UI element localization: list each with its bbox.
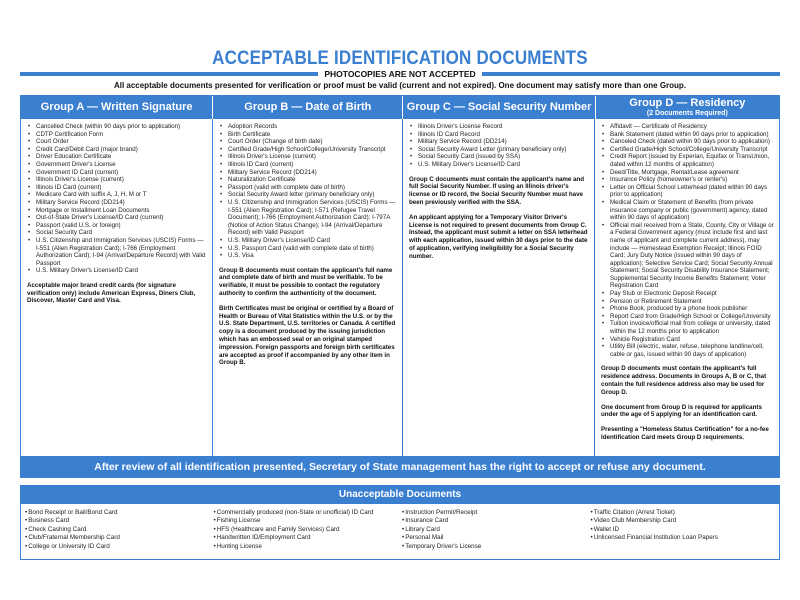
list-item: • Medical Claim or Statement of Benefits (from private insurance company or public (government) agency, dated within 90 days of application) — [610, 199, 774, 222]
list-item: • Handwritten ID/Employment Card — [214, 534, 403, 542]
group-d-note: Group D documents must contain the applicant's full residence address. Documents in Groups A, B or C, that contain the full residence address also may be used for Group D. — [601, 365, 767, 396]
unacceptable-heading: Unacceptable Documents — [21, 486, 779, 504]
unacceptable-column — [402, 509, 591, 551]
list-item: • U.S. Citizenship and Immigration Services (USCIS) Forms — I-551 (Alien Registration Card); I-571 (Refugee Travel Document); I-766 (Employment Authorization Card); I-797A (Notice of Action Status Change); I-94 (Arrival/Departure Record) with Valid Passport — [228, 199, 397, 237]
list-item: • Birth Certificate — [228, 131, 397, 139]
list-item: • Unlicensed Financial Institution Loan Papers — [591, 534, 780, 542]
group-b-heading — [213, 96, 403, 119]
list-item: • Illinois Driver's License (current) — [228, 153, 397, 161]
group-a-heading — [21, 96, 213, 119]
subtitle: PHOTOCOPIES ARE NOT ACCEPTED — [324, 69, 476, 79]
list-item: • Utility Bill (electric, water, refuse, telephone landline/cell, cable or gas, issued within 90 days of application) — [610, 343, 774, 358]
list-item: • Government Driver's License — [36, 161, 207, 169]
management-notice: After review of all identification presented, Secretary of State management has the right to accept or refuse any document. — [20, 457, 780, 478]
unacceptable-columns — [21, 504, 779, 551]
list-item: • Illinois Driver's License Record — [418, 123, 589, 131]
list-item: • Letter on Official School Letterhead (dated within 90 days prior to application) — [610, 184, 774, 199]
unacceptable-documents — [20, 485, 780, 560]
list-item: • HFS (Healthcare and Family Services) Card — [214, 526, 403, 534]
subtitle-row — [20, 69, 780, 79]
list-item: • Illinois Driver's License (current) — [36, 176, 207, 184]
list-item: • Tuition invoice/official mail from college or university, dated within the 12 months prior to application — [610, 320, 774, 335]
list-item: • U.S. Passport Card (valid with complete date of birth) — [228, 245, 397, 253]
group-a-title: Group A — Written Signature — [40, 101, 193, 113]
list-item: • College or University ID Card — [25, 543, 214, 551]
list-item: • Insurance Card — [402, 517, 591, 525]
list-item: • Hunting License — [214, 543, 403, 551]
list-item: • Video Club Membership Card — [591, 517, 780, 525]
list-item: • Adoption Records — [228, 123, 397, 131]
list-item: • Out-of-State Driver's License/ID Card (current) — [36, 214, 207, 222]
validity-note: All acceptable documents presented for verification or proof must be valid (current and not expired). One document may satisfy more than one Group. — [113, 81, 687, 90]
list-item: • U.S. Military Driver's License/ID Card — [418, 161, 589, 169]
acceptable-documents-table — [20, 95, 780, 457]
list-item: • Bond Receipt or Bail/Bond Card — [25, 509, 214, 517]
list-item: • Government ID Card (current) — [36, 169, 207, 177]
list-item: • Commercially produced (non-State or unofficial) ID Card — [214, 509, 403, 517]
group-b-list — [219, 123, 397, 260]
list-item: • Wallet ID — [591, 526, 780, 534]
list-item: • Check Cashing Card — [25, 526, 214, 534]
page-title: ACCEPTABLE IDENTIFICATION DOCUMENTS — [212, 46, 588, 69]
list-item: • Court Order — [36, 138, 207, 146]
group-a-note: Acceptable major brand credit cards (for signature verification only) include American Express, Diners Club, Discover, Master Card and Visa. — [27, 281, 196, 305]
list-item: • Military Service Record (DD214) — [228, 169, 397, 177]
divider — [482, 72, 780, 76]
group-c-list — [409, 123, 589, 169]
list-item: • Certified Grade/High School/College/University Transcript — [610, 146, 774, 154]
list-item: • Library Card — [402, 526, 591, 534]
group-a-column — [21, 119, 213, 456]
list-item: • Report Card from Grade/High School or College/University — [610, 313, 774, 321]
list-item: • Social Security Card (issued by SSA) — [418, 153, 589, 161]
list-item: • Temporary Driver's License — [402, 543, 591, 551]
list-item: • Military Service Record (DD214) — [36, 199, 207, 207]
group-headers — [21, 96, 779, 119]
list-item: • Illinois ID Card (current) — [36, 184, 207, 192]
list-item: • Business Card — [25, 517, 214, 525]
list-item: • Cancelled Check (within 90 days prior to application) — [36, 123, 207, 131]
list-item: • U.S. Citizenship and Immigration Services (USCIS) Forms — I-551 (Alien Registration Card); I-766 (Employment Authorization Card); I-94 (Arrival/Departure Record) with Valid Passport — [36, 237, 207, 267]
list-item: • Traffic Citation (Arrest Ticket) — [591, 509, 780, 517]
unacceptable-column — [591, 509, 780, 551]
group-b-note: Group B documents must contain the applicant's full name and complete date of birth and must be verifiable. To be verifiable, it must be possible to contact the regulatory authority to confirm the authenticity of the document. — [219, 266, 393, 298]
list-item: • Personal Mail — [402, 534, 591, 542]
group-a-list — [27, 123, 207, 275]
group-b-note: Birth Certificates must be original or certified by a Board of Health or Bureau of Vital Statistics within the U.S. or by the U.S. State Department, U.S. territories or Canada. A certified copy is a document produced by the issuing jurisdiction which has an embossed seal or an original stamped impression. Foreign passports and foreign birth certificates are accepted as proof if accompanied by any other item in Group B. — [219, 304, 396, 367]
list-item: • Pension or Retirement Statement — [610, 298, 774, 306]
group-b-column — [213, 119, 403, 456]
list-item: • Instruction Permit/Receipt — [402, 509, 591, 517]
list-item: • Driver Education Certificate — [36, 153, 207, 161]
list-item: • Official mail received from a State, County, City or Village or a Federal Government agency (must include first and last name of applicant and complete current address), may include — Homestead Exemption Receipt; Illinois FOID Card; Jury Duty Notice (issued within 90 days of application); Selective Service Card; Social Security Annual Statement; Social Security Disability Insurance Statement; Supplemental Security Income Benefits Statement; Voter Registration Card — [610, 222, 774, 290]
list-item: • Certified Grade/High School/College/University Transcript — [228, 146, 397, 154]
list-item: • Naturalization Certificate — [228, 176, 397, 184]
list-item: • Insurance Policy (homeowner's or renter's) — [610, 176, 774, 184]
group-d-note: One document from Group D is required for applicants under the age of 5 applying for an identification card. — [601, 403, 762, 419]
list-item: • Pay Stub or Electronic Deposit Receipt — [610, 290, 774, 298]
list-item: • Canceled Check (dated within 90 days prior to application) — [610, 138, 774, 146]
group-c-note: An applicant applying for a Temporary Visitor Driver's License is not required to present documents from Group C. Instead, the applicant must submit a letter on SSA letterhead with each application, issued within 30 days prior to the date of application, verifying ineligibility for a Social Security number. — [409, 213, 588, 260]
group-c-heading — [403, 96, 595, 119]
list-item: • Credit Card/Debit Card (major brand) — [36, 146, 207, 154]
group-c-title: Group C — Social Security Number — [406, 101, 592, 113]
list-item: • Military Service Record (DD214) — [418, 138, 589, 146]
group-d-list — [601, 123, 774, 358]
list-item: • Social Security Card — [36, 229, 207, 237]
list-item: • Deed/Title, Mortgage, Rental/Lease agreement — [610, 169, 774, 177]
group-d-note: Presenting a "Homeless Status Certification" for a no-fee Identification Card meets Group D requirements. — [601, 426, 769, 441]
list-item: • Passport (valid U.S. or foreign) — [36, 222, 207, 230]
list-item: • Vehicle Registration Card — [610, 336, 774, 344]
group-d-column — [595, 119, 779, 456]
group-d-subtitle: (2 Documents Required) — [646, 110, 728, 117]
list-item: • Bank Statement (dated within 90 days prior to application) — [610, 131, 774, 139]
group-b-title: Group B — Date of Birth — [244, 101, 372, 113]
list-item: • Credit Report (issued by Experian, Equifax or TransUnion, dated within 12 months of application) — [610, 153, 774, 168]
list-item: • Illinois ID Card Record — [418, 131, 589, 139]
list-item: • U.S. Military Driver's License/ID Card — [228, 237, 397, 245]
list-item: • Affidavit — Certificate of Residency — [610, 123, 774, 131]
list-item: • Court Order (Change of birth date) — [228, 138, 397, 146]
unacceptable-column — [214, 509, 403, 551]
group-c-note: Group C documents must contain the applicant's name and full Social Security Number. If using an Illinois driver's license or ID record, the Social Security Number must have been previously verified with the SSA. — [409, 175, 585, 206]
list-item: • CDTP Certification Form — [36, 131, 207, 139]
list-item: • Club/Fraternal Membership Card — [25, 534, 214, 542]
list-item: • Social Security Award letter (primary beneficiary only) — [228, 191, 397, 199]
divider — [20, 72, 318, 76]
list-item: • U.S. Visa — [228, 252, 397, 260]
list-item: • U.S. Military Driver's License/ID Card — [36, 267, 207, 275]
group-d-title: Group D — Residency — [629, 97, 746, 109]
list-item: • Mortgage or Installment Loan Documents — [36, 207, 207, 215]
unacceptable-column — [25, 509, 214, 551]
list-item: • Phone Book, produced by a phone book publisher — [610, 305, 774, 313]
list-item: • Illinois ID Card (current) — [228, 161, 397, 169]
list-item: • Social Security Award Letter (primary beneficiary only) — [418, 146, 589, 154]
list-item: • Medicare Card with suffix A, J, H, M or T — [36, 191, 207, 199]
group-c-column — [403, 119, 595, 456]
group-d-heading — [596, 96, 779, 119]
list-item: • Passport (valid with complete date of birth) — [228, 184, 397, 192]
list-item: • Fishing License — [214, 517, 403, 525]
